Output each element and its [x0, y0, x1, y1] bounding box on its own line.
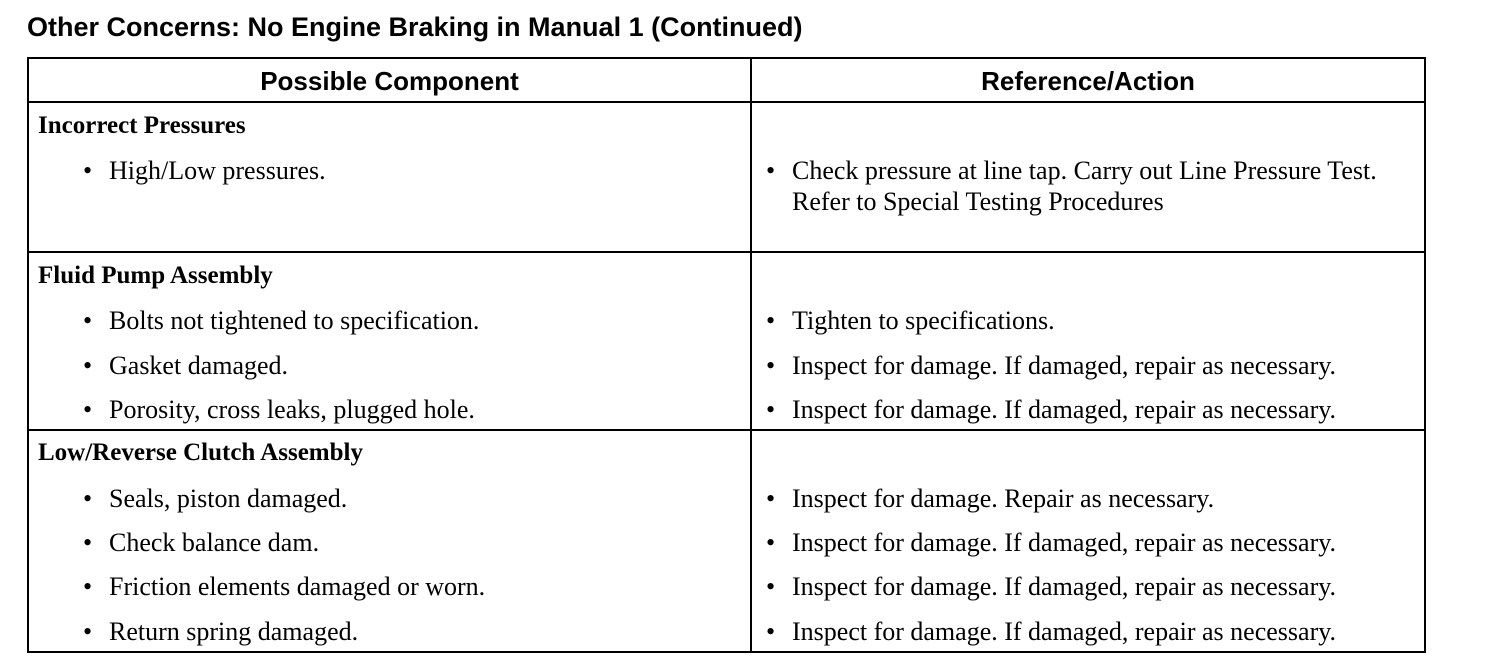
- header-divider: [29, 101, 1424, 103]
- action-item: [766, 350, 1337, 381]
- action-text: Inspect for damage. If damaged, repair as necessary.: [792, 617, 1337, 646]
- bullet-icon: •: [766, 156, 776, 185]
- component-item: [83, 305, 480, 336]
- component-item: [83, 155, 326, 186]
- action-text: Inspect for damage. If damaged, repair as necessary.: [792, 528, 1337, 557]
- bullet-icon: •: [83, 617, 93, 646]
- row-divider: [29, 251, 1424, 253]
- component-item: [83, 394, 475, 425]
- header-reference-action: Reference/Action: [981, 65, 1195, 96]
- page-title: Other Concerns: No Engine Braking in Manual 1 (Continued): [27, 12, 803, 42]
- bullet-icon: •: [83, 306, 93, 335]
- section-title: Fluid Pump Assembly: [38, 262, 273, 289]
- action-item: [766, 571, 1337, 602]
- action-item: [766, 616, 1337, 647]
- section-title: Incorrect Pressures: [38, 112, 246, 139]
- component-text: Seals, piston damaged.: [109, 484, 348, 513]
- bullet-icon: •: [766, 617, 776, 646]
- component-text: Return spring damaged.: [109, 617, 359, 646]
- bullet-icon: •: [766, 306, 776, 335]
- action-item: [766, 394, 1337, 425]
- column-divider: [750, 59, 752, 651]
- bullet-icon: •: [83, 395, 93, 424]
- action-text: Check pressure at line tap. Carry out Line Pressure Test. Refer to Special Testing Procedures: [792, 156, 1377, 216]
- bullet-icon: •: [766, 572, 776, 601]
- component-item: [83, 616, 359, 647]
- action-item: [766, 527, 1337, 558]
- component-item: [83, 350, 289, 381]
- component-item: [83, 483, 348, 514]
- bullet-icon: •: [83, 156, 93, 185]
- action-text: Inspect for damage. If damaged, repair as necessary.: [792, 395, 1337, 424]
- component-item: [83, 571, 486, 602]
- action-text: Inspect for damage. If damaged, repair as necessary.: [792, 572, 1337, 601]
- component-text: Porosity, cross leaks, plugged hole.: [109, 395, 475, 424]
- bullet-icon: •: [766, 351, 776, 380]
- action-item: [766, 155, 1402, 217]
- action-text: Tighten to specifications.: [792, 306, 1055, 335]
- action-item: [766, 305, 1055, 336]
- bullet-icon: •: [83, 484, 93, 513]
- component-text: High/Low pressures.: [109, 156, 326, 185]
- action-text: Inspect for damage. Repair as necessary.: [792, 484, 1215, 513]
- component-text: Gasket damaged.: [109, 351, 289, 380]
- bullet-icon: •: [766, 484, 776, 513]
- component-text: Friction elements damaged or worn.: [109, 572, 486, 601]
- component-text: Check balance dam.: [109, 528, 320, 557]
- bullet-icon: •: [83, 572, 93, 601]
- bullet-icon: •: [766, 395, 776, 424]
- header-possible-component: Possible Component: [260, 65, 519, 96]
- component-text: Bolts not tightened to specification.: [109, 306, 480, 335]
- action-text: Inspect for damage. If damaged, repair as necessary.: [792, 351, 1337, 380]
- section-title: Low/Reverse Clutch Assembly: [38, 439, 363, 466]
- row-divider: [29, 429, 1424, 431]
- bullet-icon: •: [83, 528, 93, 557]
- action-item: [766, 483, 1215, 514]
- bullet-icon: •: [83, 351, 93, 380]
- component-item: [83, 527, 320, 558]
- diagnosis-table: [27, 57, 1426, 653]
- bullet-icon: •: [766, 528, 776, 557]
